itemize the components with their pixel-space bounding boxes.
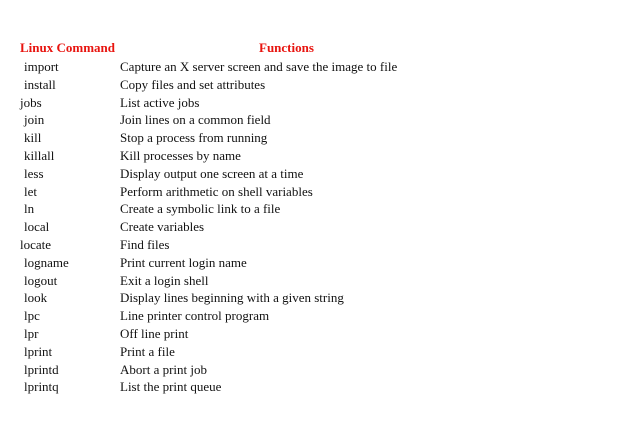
command-function: Print a file bbox=[120, 343, 175, 359]
column-header-linux-command: Linux Command bbox=[20, 40, 115, 55]
command-name: lpc bbox=[24, 308, 40, 324]
table-row bbox=[0, 289, 638, 307]
table-row bbox=[0, 94, 638, 112]
command-function: Copy files and set attributes bbox=[120, 76, 266, 92]
command-function: Display lines beginning with a given string bbox=[120, 290, 344, 306]
table-row bbox=[0, 236, 638, 254]
table-row bbox=[0, 378, 638, 396]
command-name: lprintd bbox=[24, 361, 59, 377]
command-function: Find files bbox=[120, 236, 170, 252]
command-name: lpr bbox=[24, 325, 39, 341]
command-function: Off line print bbox=[120, 325, 189, 341]
table-row bbox=[0, 343, 638, 361]
table-row bbox=[0, 129, 638, 147]
table-row bbox=[0, 307, 638, 325]
table-row bbox=[0, 76, 638, 94]
command-name: install bbox=[24, 76, 56, 92]
command-name: ln bbox=[24, 201, 35, 217]
command-function: Print current login name bbox=[120, 254, 247, 270]
command-name: look bbox=[24, 290, 48, 306]
command-name: lprint bbox=[24, 343, 53, 359]
table-row bbox=[0, 111, 638, 129]
table-row bbox=[0, 254, 638, 272]
command-function: List active jobs bbox=[120, 94, 200, 110]
command-name: jobs bbox=[20, 94, 42, 110]
command-function: Abort a print job bbox=[120, 361, 208, 377]
command-name: logout bbox=[24, 272, 58, 288]
command-name: join bbox=[24, 112, 45, 128]
command-function: Display output one screen at a time bbox=[120, 165, 304, 181]
command-function: Perform arithmetic on shell variables bbox=[120, 183, 313, 199]
table-row bbox=[0, 272, 638, 290]
table-row bbox=[0, 58, 638, 76]
command-name: local bbox=[24, 219, 50, 235]
command-name: kill bbox=[24, 130, 42, 146]
table-row bbox=[0, 218, 638, 236]
table-row bbox=[0, 325, 638, 343]
command-name: less bbox=[24, 165, 44, 181]
table-row bbox=[0, 200, 638, 218]
command-function: Exit a login shell bbox=[120, 272, 209, 288]
command-function: Capture an X server screen and save the image to file bbox=[120, 59, 398, 74]
command-function: Kill processes by name bbox=[120, 147, 241, 163]
command-name: lprintq bbox=[24, 379, 59, 395]
command-name: logname bbox=[24, 254, 69, 270]
command-name: locate bbox=[20, 236, 52, 252]
command-function: Stop a process from running bbox=[120, 130, 268, 146]
command-function: Create variables bbox=[120, 219, 205, 235]
command-table bbox=[0, 58, 638, 396]
command-name: import bbox=[24, 59, 59, 74]
command-name: killall bbox=[24, 147, 55, 163]
command-function: Line printer control program bbox=[120, 308, 270, 324]
command-function: Create a symbolic link to a file bbox=[120, 201, 281, 217]
table-row bbox=[0, 361, 638, 379]
command-name: let bbox=[24, 183, 37, 199]
table-row bbox=[0, 183, 638, 201]
column-header-functions: Functions bbox=[259, 40, 314, 55]
command-function: List the print queue bbox=[120, 379, 222, 395]
command-function: Join lines on a common field bbox=[120, 112, 271, 128]
table-row bbox=[0, 147, 638, 165]
table-row bbox=[0, 165, 638, 183]
